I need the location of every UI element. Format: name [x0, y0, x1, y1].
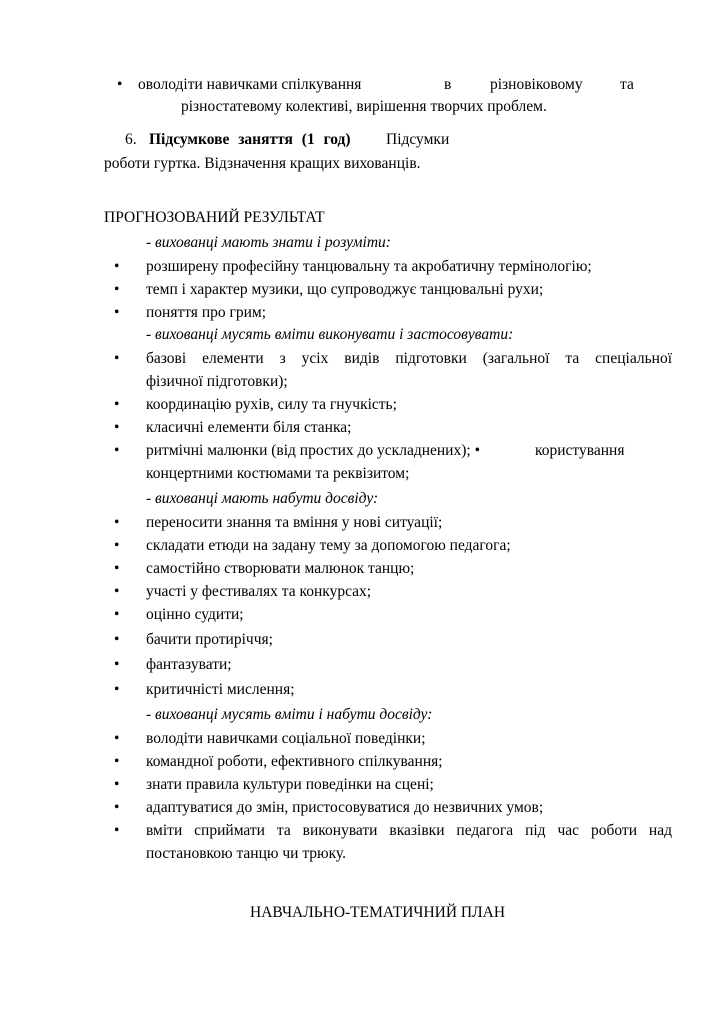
- list-item: володіти навичками соціальної поведінки;: [146, 730, 426, 747]
- list-item: бачити протиріччя;: [146, 631, 273, 648]
- bullet-marker: •: [114, 681, 120, 698]
- know-label: - вихованці мають знати і розуміти:: [146, 234, 391, 251]
- list-item: складати етюди на задану тему за допомогою педагога;: [146, 537, 511, 554]
- bullet-marker: •: [114, 281, 120, 298]
- list-item: фантазувати;: [146, 656, 232, 673]
- list-item: адаптуватися до змін, пристосовуватися до незвичних умов;: [146, 799, 544, 816]
- bullet-marker: •: [114, 753, 120, 770]
- bullet-marker: •: [114, 776, 120, 793]
- final-lesson-text: роботи гуртка. Відзначення кращих вихованців.: [104, 155, 421, 172]
- bullet-marker: •: [114, 258, 120, 275]
- bullet-marker: •: [114, 350, 120, 367]
- bullet-marker: •: [114, 514, 120, 531]
- bullet-marker: •: [117, 76, 123, 93]
- list-item: участі у фестивалях та конкурсах;: [146, 583, 372, 600]
- list-item: переносити знання та вміння у нові ситуації;: [146, 514, 443, 531]
- abilities-label: - вихованці мусять вміти і набути досвіду:: [146, 706, 433, 723]
- bullet-marker: •: [114, 560, 120, 577]
- list-item-continuation: концертними костюмами та реквізитом;: [146, 465, 410, 482]
- bullet-marker: •: [114, 419, 120, 436]
- bullet-marker: •: [114, 799, 120, 816]
- bullet-marker: •: [114, 822, 120, 839]
- list-item: вміти сприймати та виконувати вказівки педагога під час роботи над: [146, 822, 672, 839]
- bullet-marker: •: [114, 583, 120, 600]
- bullet-marker: •: [114, 537, 120, 554]
- list-item: ритмічні малюнки (від простих до ускладнених); •: [146, 442, 480, 459]
- bullet-marker: •: [114, 606, 120, 623]
- intro-line-part: різновіковому: [490, 76, 583, 93]
- bullet-marker: •: [114, 442, 120, 459]
- bullet-marker: •: [114, 656, 120, 673]
- list-item: оцінно судити;: [146, 606, 244, 623]
- list-item-part: користування: [535, 442, 625, 459]
- list-item: командної роботи, ефективного спілкування;: [146, 753, 443, 770]
- list-item: координацію рухів, силу та гнучкість;: [146, 396, 397, 413]
- bullet-marker: •: [114, 304, 120, 321]
- list-item: базові елементи з усіх видів підготовки (загальної та спеціальної: [146, 350, 672, 367]
- final-lesson-title: Підсумкове заняття (1 год): [149, 131, 351, 148]
- list-item: розширену професійну танцювальну та акробатичну термінологію;: [146, 258, 592, 275]
- bullet-marker: •: [114, 631, 120, 648]
- list-item-continuation: фізичної підготовки);: [146, 373, 288, 390]
- result-heading: ПРОГНОЗОВАНИЙ РЕЗУЛЬТАТ: [104, 209, 325, 226]
- intro-line-part: та: [620, 76, 634, 93]
- list-item: темп і характер музики, що супроводжує танцювальні рухи;: [146, 281, 544, 298]
- intro-line-part: в: [444, 76, 452, 93]
- intro-line-part: оволодіти навичками спілкування: [138, 76, 362, 93]
- list-item: критичністі мислення;: [146, 681, 295, 698]
- final-lesson-number: 6.: [125, 131, 137, 148]
- list-item-continuation: постановкою танцю чи трюку.: [146, 845, 346, 862]
- skills-label: - вихованці мусять вміти виконувати і застосовувати:: [146, 326, 514, 343]
- bullet-marker: •: [114, 730, 120, 747]
- experience-label: - вихованці мають набути досвіду:: [146, 490, 379, 507]
- final-lesson-text: Підсумки: [386, 131, 450, 148]
- plan-heading: НАВЧАЛЬНО-ТЕМАТИЧНИЙ ПЛАН: [250, 904, 506, 921]
- list-item: поняття про грим;: [146, 304, 267, 321]
- bullet-marker: •: [114, 396, 120, 413]
- list-item: самостійно створювати малюнок танцю;: [146, 560, 415, 577]
- list-item: класичні елементи біля станка;: [146, 419, 352, 436]
- list-item: знати правила культури поведінки на сцені;: [146, 776, 434, 793]
- intro-line-2: різностатевому колективі, вирішення творчих проблем.: [181, 98, 547, 115]
